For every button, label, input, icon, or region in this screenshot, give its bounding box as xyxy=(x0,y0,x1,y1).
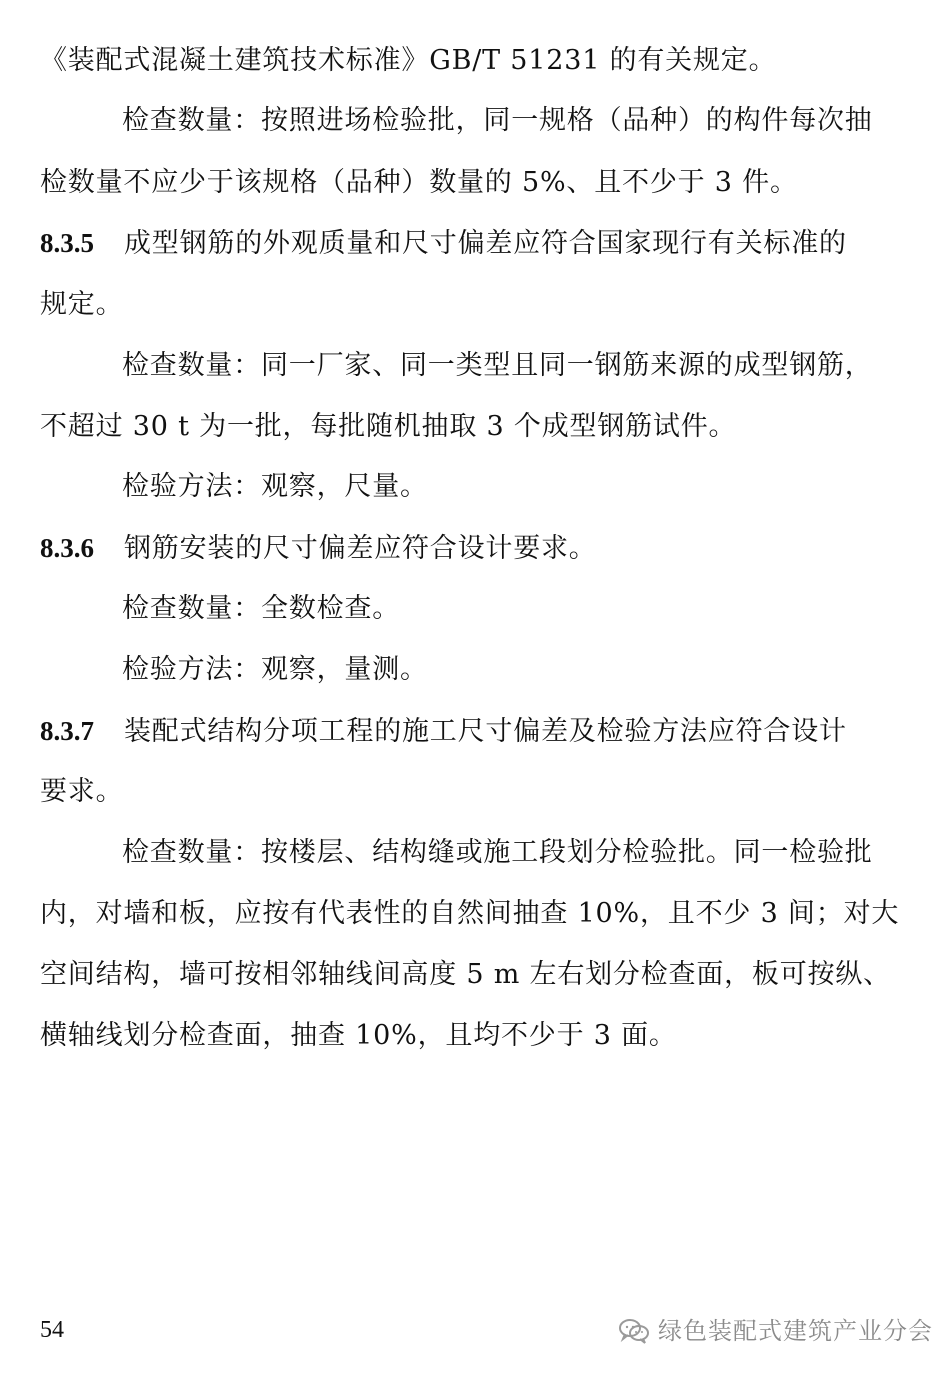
inspection-method-line-1: 检验方法：观察，尺量。 xyxy=(122,471,428,502)
text-line-3: 检数量不应少于该规格（品种）数量的 5%、且不少于 3 件。 xyxy=(40,167,798,198)
clause-8-3-7 xyxy=(40,714,847,749)
inspection-quantity-line-3: 检查数量：全数检查。 xyxy=(122,593,400,624)
section-number-8-3-7: 8.3.7 xyxy=(40,716,94,746)
wechat-icon xyxy=(618,1317,650,1345)
page-number: 54 xyxy=(40,1317,64,1343)
section-number-8-3-6: 8.3.6 xyxy=(40,533,94,563)
clause-text-8-3-7: 装配式结构分项工程的施工尺寸偏差及检验方法应符合设计 xyxy=(124,716,847,747)
text-line-7: 不超过 30 t 为一批，每批随机抽取 3 个成型钢筋试件。 xyxy=(40,411,737,442)
watermark xyxy=(618,1314,933,1348)
text-line-5: 规定。 xyxy=(40,289,124,320)
clause-8-3-5 xyxy=(40,226,847,261)
inspection-quantity-line-1: 检查数量：按照进场检验批，同一规格（品种）的构件每次抽 xyxy=(122,105,873,136)
text-line-13: 要求。 xyxy=(40,776,124,807)
section-number-8-3-5: 8.3.5 xyxy=(40,228,94,258)
text-line-17: 横轴线划分检查面，抽查 10%，且均不少于 3 面。 xyxy=(40,1020,677,1051)
text-line-15: 内，对墙和板，应按有代表性的自然间抽查 10%，且不少 3 间；对大 xyxy=(40,898,900,929)
inspection-method-line-2: 检验方法：观察，量测。 xyxy=(122,654,428,685)
clause-8-3-6 xyxy=(40,531,597,566)
text-line-1: 《装配式混凝土建筑技术标准》GB/T 51231 的有关规定。 xyxy=(40,45,777,76)
clause-text-8-3-6: 钢筋安装的尺寸偏差应符合设计要求。 xyxy=(124,533,597,564)
watermark-text: 绿色装配式建筑产业分会 xyxy=(658,1317,933,1345)
text-line-16: 空间结构，墙可按相邻轴线间高度 5 m 左右划分检查面，板可按纵、 xyxy=(40,959,891,990)
clause-text-8-3-5: 成型钢筋的外观质量和尺寸偏差应符合国家现行有关标准的 xyxy=(124,228,847,259)
inspection-quantity-line-4: 检查数量：按楼层、结构缝或施工段划分检验批。同一检验批 xyxy=(122,837,873,868)
inspection-quantity-line-2: 检查数量：同一厂家、同一类型且同一钢筋来源的成型钢筋， xyxy=(122,350,873,381)
